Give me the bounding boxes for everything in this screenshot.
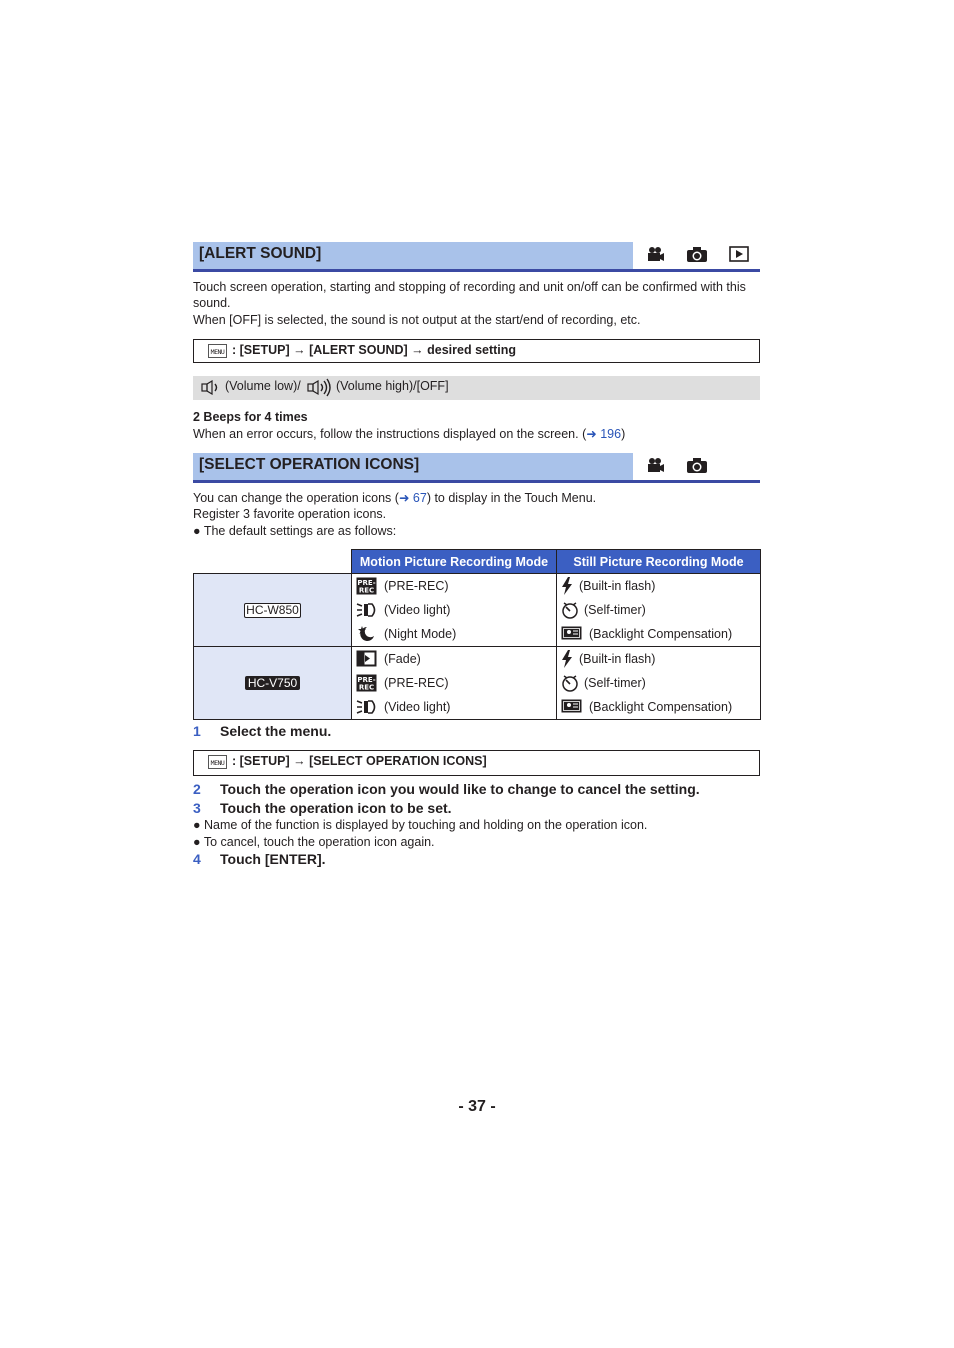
item-label: (PRE-REC) — [384, 676, 449, 690]
col-motion-header: Motion Picture Recording Mode — [352, 550, 557, 574]
step-4 — [193, 851, 326, 867]
still-icons-cell — [557, 574, 761, 647]
svg-text:REC: REC — [358, 683, 375, 692]
step-text: Touch the operation icon you would like to change to cancel the setting. — [220, 781, 700, 797]
select-icons-title: [SELECT OPERATION ICONS] — [193, 453, 633, 480]
operation-icons-table — [193, 549, 761, 720]
select-desc-line1 — [193, 490, 596, 507]
fade-icon — [356, 650, 377, 667]
list-item — [352, 695, 556, 719]
alert-desc-line2: sound. — [193, 296, 231, 310]
step-2 — [193, 781, 700, 797]
note-1: ● Name of the function is displayed by touching and holding on the operation icon. — [193, 818, 648, 832]
motion-picture-icon — [647, 457, 665, 473]
motion-icons-cell — [352, 574, 557, 647]
list-item — [557, 622, 760, 646]
list-item — [557, 647, 760, 671]
item-label: (PRE-REC) — [384, 579, 449, 593]
svg-text:PRE-: PRE- — [357, 676, 376, 684]
beeps-text-line — [193, 426, 625, 443]
select-icons-header — [193, 453, 760, 483]
item-label: (Built-in flash) — [579, 652, 656, 666]
default-settings-bullet: ● The default settings are as follows: — [193, 524, 397, 538]
item-label: (Backlight Compensation) — [589, 627, 733, 641]
item-label: (Video light) — [384, 603, 451, 617]
alert-sound-header — [193, 242, 760, 272]
list-item — [557, 574, 760, 598]
model-cell-v750 — [194, 647, 352, 720]
menu-icon: MENU — [208, 344, 227, 358]
select-desc-line2: Register 3 favorite operation icons. — [193, 507, 387, 521]
option-volume-high: (Volume high)/[OFF] — [336, 379, 449, 393]
option-volume-low: (Volume low)/ — [225, 379, 301, 393]
list-item — [352, 574, 556, 598]
beeps-close: ) — [621, 427, 626, 441]
alert-options-bar — [193, 376, 760, 400]
note-text: Name of the function is displayed by touching and holding on the operation icon. — [204, 818, 648, 832]
self-timer-icon — [561, 674, 579, 692]
step-text: Touch [ENTER]. — [220, 851, 326, 867]
alert-desc-line1: Touch screen operation, starting and stopping of recording and unit on/off can be confirmed with this — [193, 280, 746, 294]
select-menu-path-box — [193, 750, 760, 776]
step-3 — [193, 800, 452, 816]
select-menu-path: : [SETUP] → [SELECT OPERATION ICONS] — [232, 754, 487, 768]
default-settings-text: The default settings are as follows: — [203, 524, 397, 538]
volume-high-icon — [307, 378, 333, 397]
svg-text:PRE-: PRE- — [357, 579, 376, 587]
item-label: (Backlight Compensation) — [589, 700, 733, 714]
item-label: (Video light) — [384, 700, 451, 714]
beeps-title: 2 Beeps for 4 times — [193, 410, 308, 424]
step-1 — [193, 723, 331, 739]
alert-menu-path-box — [193, 339, 760, 363]
step-text: Touch the operation icon to be set. — [220, 800, 452, 816]
model-label: HC-W850 — [246, 602, 299, 617]
list-item — [557, 598, 760, 622]
select-desc-pre: You can change the operation icons ( — [193, 491, 399, 505]
backlight-icon — [561, 698, 582, 714]
model-cell-w850 — [194, 574, 352, 647]
pre-rec-icon — [356, 674, 377, 692]
night-mode-icon — [356, 625, 376, 643]
volume-low-icon — [201, 380, 221, 395]
video-light-icon — [356, 601, 378, 619]
still-camera-icon — [686, 457, 708, 474]
beeps-text: When an error occurs, follow the instructions displayed on the screen. ( — [193, 427, 587, 441]
video-light-icon — [356, 698, 378, 716]
pre-rec-icon — [356, 577, 377, 595]
motion-picture-icon — [647, 246, 665, 262]
step-number: 2 — [193, 781, 201, 797]
alert-sound-title: [ALERT SOUND] — [193, 242, 633, 269]
alert-desc-line3: When [OFF] is selected, the sound is not output at the start/end of recording, etc. — [193, 313, 641, 327]
list-item — [557, 695, 760, 719]
step-text: Select the menu. — [220, 723, 332, 739]
flash-icon — [561, 650, 573, 668]
page-number: - 37 - — [458, 1098, 496, 1115]
list-item — [557, 671, 760, 695]
col-still-header: Still Picture Recording Mode — [557, 550, 761, 574]
svg-text:REC: REC — [358, 586, 375, 595]
still-camera-icon — [686, 246, 708, 263]
list-item — [352, 622, 556, 646]
table-corner — [194, 550, 352, 574]
alert-menu-path: : [SETUP] → [ALERT SOUND] → desired setting — [232, 343, 517, 357]
step-number: 1 — [193, 723, 201, 739]
list-item — [352, 671, 556, 695]
step-number: 3 — [193, 800, 201, 816]
backlight-icon — [561, 625, 582, 641]
flash-icon — [561, 577, 573, 595]
step-number: 4 — [193, 851, 201, 867]
self-timer-icon — [561, 601, 579, 619]
list-item — [352, 647, 556, 671]
model-label: HC-V750 — [245, 676, 300, 690]
still-icons-cell — [557, 647, 761, 720]
select-page-link[interactable]: ➜ 67 — [398, 491, 427, 505]
menu-icon: MENU — [208, 755, 227, 769]
item-label: (Self-timer) — [584, 603, 646, 617]
item-label: (Built-in flash) — [579, 579, 656, 593]
note-2: ● To cancel, touch the operation icon again. — [193, 835, 435, 849]
note-text: To cancel, touch the operation icon again. — [203, 835, 435, 849]
list-item — [352, 598, 556, 622]
beeps-page-link[interactable]: ➜ 196 — [586, 427, 622, 441]
playback-icon — [729, 246, 749, 262]
motion-icons-cell — [352, 647, 557, 720]
item-label: (Self-timer) — [584, 676, 646, 690]
item-label: (Night Mode) — [384, 627, 457, 641]
select-desc-post: ) to display in the Touch Menu. — [426, 491, 597, 505]
item-label: (Fade) — [384, 652, 421, 666]
